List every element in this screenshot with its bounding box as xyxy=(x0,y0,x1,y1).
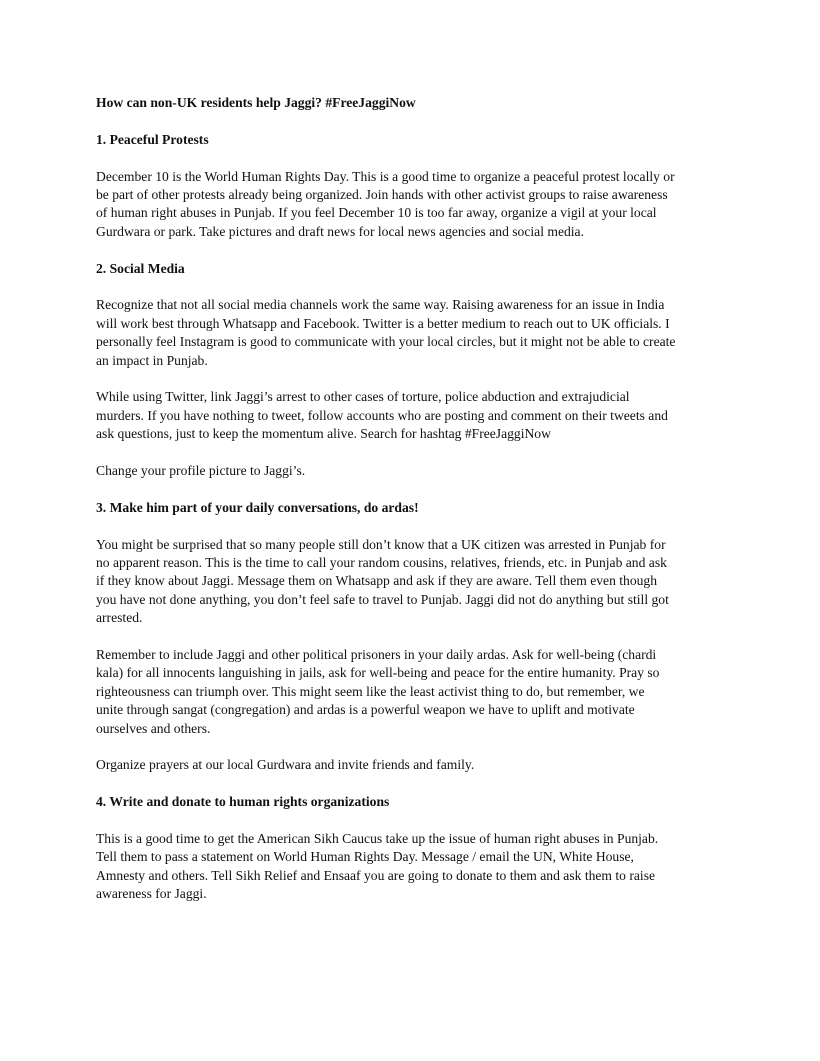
text-line: an impact in Punjab. xyxy=(96,352,208,368)
section-human-rights-organizations xyxy=(96,793,728,903)
section-social-media xyxy=(96,260,728,499)
text-line: This is a good time to get the American Sikh Caucus take up the issue of human right abuses in Punjab. xyxy=(96,831,659,847)
text-line: if they know about Jaggi. Message them on Whatsapp and ask if they are aware. Tell them even though xyxy=(96,573,658,589)
text-line: will work best through Whatsapp and Facebook. Twitter is a better medium to reach out to UK officials. I xyxy=(96,315,670,331)
paragraph xyxy=(96,646,728,738)
text-line: Remember to include Jaggi and other political prisoners in your daily ardas. Ask for well-being (chardi xyxy=(96,647,657,663)
text-line: While using Twitter, link Jaggi’s arrest to other cases of torture, police abduction and extrajudicial xyxy=(96,389,630,405)
text-line: Organize prayers at our local Gurdwara and invite friends and family. xyxy=(96,757,475,773)
section-peaceful-protests xyxy=(96,131,728,260)
text-line: murders. If you have nothing to tweet, follow accounts who are posting and comment on their tweets and xyxy=(96,407,668,423)
text-line: of human right abuses in Punjab. If you feel December 10 is too far away, organize a vigil at your local xyxy=(96,205,657,221)
text-line: December 10 is the World Human Rights Day. This is a good time to organize a peaceful protest locally or xyxy=(96,168,675,184)
text-line: Gurdwara or park. Take pictures and draft news for local news agencies and social media. xyxy=(96,223,584,239)
text-line: no apparent reason. This is the time to call your random cousins, relatives, friends, etc. in Punjab and ask xyxy=(96,555,667,571)
paragraph xyxy=(96,296,728,370)
text-line: unite through sangat (congregation) and ardas is a powerful weapon we have to uplift and motivate xyxy=(96,702,635,718)
paragraph xyxy=(96,830,728,904)
paragraph xyxy=(96,756,728,774)
spacer xyxy=(96,112,728,130)
text-line: Amnesty and others. Tell Sikh Relief and Ensaaf you are going to donate to them and ask them to raise xyxy=(96,867,656,883)
document-title: How can non-UK residents help Jaggi? #FreeJaggiNow xyxy=(96,95,416,110)
paragraph xyxy=(96,388,728,443)
text-line: ourselves and others. xyxy=(96,720,211,736)
paragraph xyxy=(96,168,728,242)
text-line: arrested. xyxy=(96,610,143,626)
text-line: awareness for Jaggi. xyxy=(96,886,207,902)
section-heading: 1. Peaceful Protests xyxy=(96,131,209,147)
text-line: you have not done anything, you don’t feel safe to travel to Punjab. Jaggi did not do anything but still got xyxy=(96,591,669,607)
paragraph xyxy=(96,462,728,480)
text-line: ask questions, just to keep the momentum alive. Search for hashtag #FreeJaggiNow xyxy=(96,426,551,442)
section-heading: 2. Social Media xyxy=(96,260,185,276)
section-heading: 3. Make him part of your daily conversations, do ardas! xyxy=(96,499,419,515)
document-page xyxy=(96,94,728,904)
section-heading: 4. Write and donate to human rights organizations xyxy=(96,794,390,810)
section-daily-conversations xyxy=(96,499,728,793)
text-line: be part of other protests already being organized. Join hands with other activist groups to raise awareness xyxy=(96,187,668,202)
text-line: kala) for all innocents languishing in jails, ask for well-being and peace for the entire humanity. Pray so xyxy=(96,665,660,681)
paragraph xyxy=(96,536,728,628)
text-line: Recognize that not all social media channels work the same way. Raising awareness for an issue in India xyxy=(96,297,665,313)
text-line: personally feel Instagram is good to communicate with your local circles, but it might not be able to create xyxy=(96,334,676,350)
text-line: righteousness can triumph over. This might seem like the least activist thing to do, but remember, we xyxy=(96,683,645,699)
text-line: You might be surprised that so many people still don’t know that a UK citizen was arrested in Punjab for xyxy=(96,536,666,552)
text-line: Tell them to pass a statement on World Human Rights Day. Message / email the UN, White House, xyxy=(96,849,634,865)
text-line: Change your profile picture to Jaggi’s. xyxy=(96,463,306,479)
